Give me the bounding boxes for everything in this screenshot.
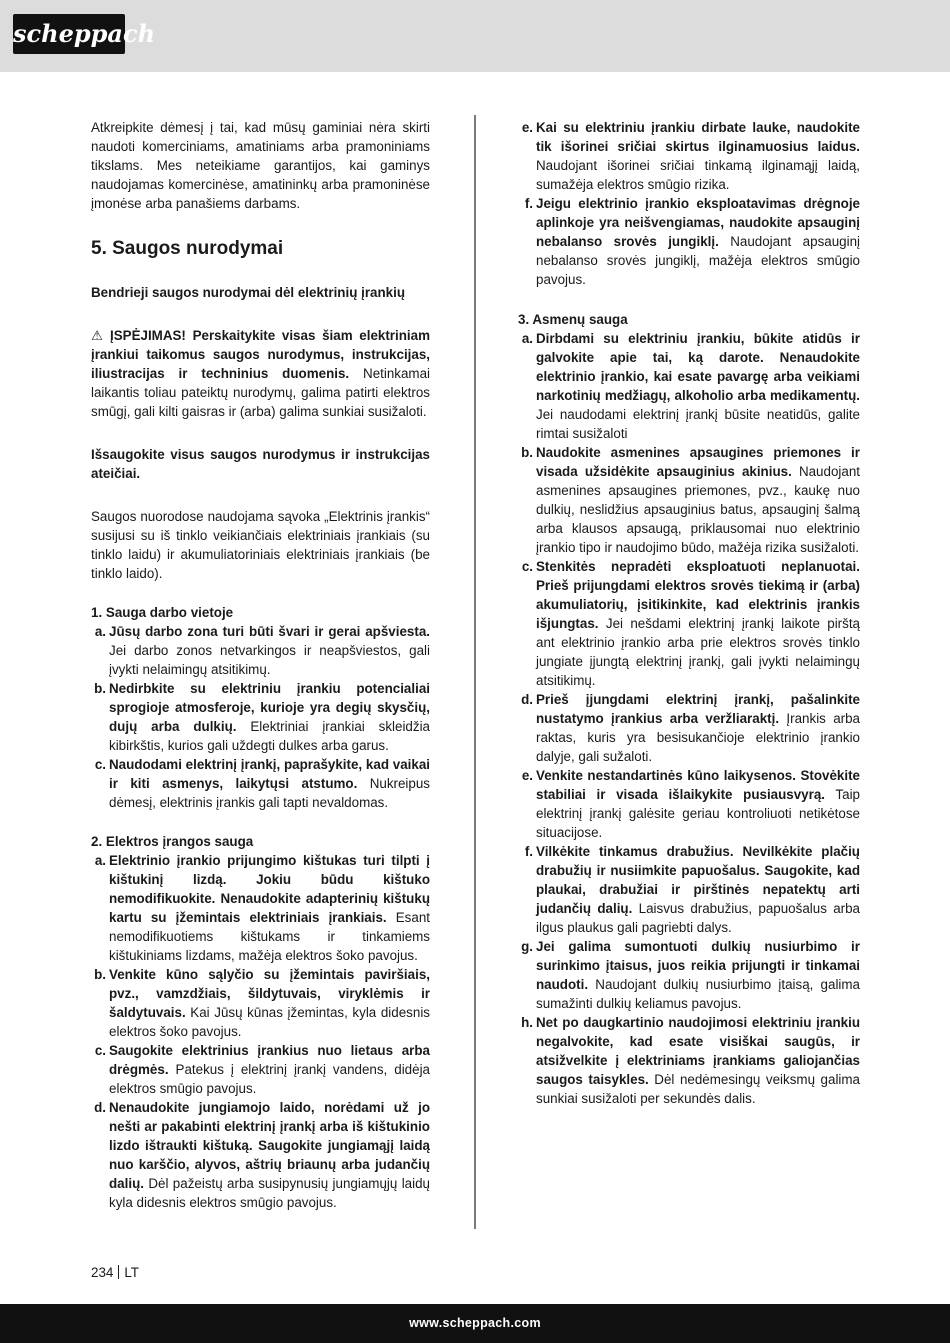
website-link[interactable]: www.scheppach.com [409,1316,541,1330]
item-normal: Naudojant dulkių nusiurbimo įtaisą, galima sumažinti dulkių keliamus pavojus. [536,977,860,1011]
item-text [536,690,860,766]
page-footer [91,1265,139,1280]
item-text [109,622,430,679]
item-letter: f. [524,196,533,211]
item-letter: b. [94,681,106,696]
item-text [536,766,860,842]
item-text [536,194,860,289]
item-letter: f. [524,844,533,859]
column-divider [474,115,476,1229]
item-bold: Saugokite elektrinius įrankius nuo lietaus arba drėgmės. [109,1043,430,1077]
section-title: 5. Saugos nurodymai [91,238,284,259]
item-text [536,118,860,194]
list-item [91,1098,430,1212]
item-bold: Stenkitės nepradėti eksploatuoti neplanuotai. Prieš prijungdami elektros srovės tiekimą ir (arba) akumuliatorių, įsitikinkite, kad elektrinis įrankis išjungtas. [536,559,860,631]
warning-bold: ĮSPĖJIMAS! Perskaitykite visas šiam elektriniam įrankiui taikomus saugos nurodymus, instrukcijas, iliustracijas ir techninius duomenis. [91,328,430,381]
list-item [91,965,430,1041]
item-bold: Prieš įjungdami elektrinį įrankį, pašalinkite nustatymo įrankius arba veržliaraktį. [536,692,860,726]
item-letter: a. [521,331,533,346]
item-bold: Net po daugkartinio naudojimosi elektriniu įrankiu negalvokite, kad esate visiškai saugūs, ir atsižvelkite į elektriniams įrankiams galiojančias saugos taisykles. [536,1015,860,1087]
item-normal: Kai Jūsų kūnas įžemintas, kyla didesnis elektros šoko pavojus. [109,1005,430,1039]
item-normal: Dėl nedėmesingų veiksmų galima sunkiai susižaloti per sekundės dalis. [536,1072,861,1106]
list-item [91,1041,430,1098]
item-letter: b. [521,445,533,460]
item-letter: c. [94,1043,106,1058]
item-bold: Nedirbkite su elektriniu įrankiu potencialiai sprogioje atmosferoje, kurioje yra degių skysčių, dujų arba dulkių. [109,681,430,734]
item-bold: Naudodami elektrinį įrankį, paprašykite, kad vaikai ir kiti asmenys, laikytųsi atstumo. [109,757,430,791]
s3-list [518,329,860,1108]
list-item [518,118,860,194]
s2-title: 2. Elektros įrangos sauga [91,834,254,849]
footer-separator [118,1265,119,1279]
list-item [518,766,860,842]
item-bold: Kai su elektriniu įrankiu dirbate lauke, naudokite tik išorinei sričiai skirtus ilginamuosius laidus. [536,120,860,154]
item-text [536,443,860,557]
page-number: 234 [91,1265,114,1280]
item-normal: Jei naudodami elektrinį įrankį būsite neatidūs, galite rimtai susižaloti [536,407,860,441]
list-item [518,937,860,1013]
list-item [91,755,430,812]
item-text [536,557,860,690]
s2-list-continued [518,118,860,289]
item-normal: Esant nemodifikuotiems kištukams ir tinkamiems kištukiniams lizdams, mažėja elektros šoko pavojus. [109,910,430,963]
item-text [109,679,430,755]
item-letter: a. [94,624,106,639]
item-letter: c. [94,757,106,772]
item-text [109,1098,430,1212]
warning-triangle-icon: ⚠ [91,328,106,343]
item-text [109,1041,430,1098]
item-letter: e. [521,768,533,783]
item-normal: Jei nešdami elektrinį įrankį laikote pirštą ant elektrinio įrankio arba prie elektros srovės tinklo jungiate įjungtą elektrinį įrankį, gali įvykti nelaimingų atsitikimų. [536,616,860,688]
s3-title: 3. Asmenų sauga [518,312,628,327]
item-text [109,755,430,812]
item-letter: d. [94,1100,106,1115]
item-letter: h. [521,1015,533,1030]
item-letter: a. [94,853,106,868]
item-bold: Venkite kūno sąlyčio su įžemintais paviršiais, pvz., vamzdžiais, šildytuvais, viryklėmis ir šaldytuvais. [109,967,430,1020]
list-item [518,842,860,937]
language-code: LT [124,1265,139,1280]
list-item [518,557,860,690]
item-bold: Elektrinio įrankio prijungimo kištukas turi tilpti į kištukinį lizdą. Jokiu būdu kištuko nemodifikuokite. Nenaudokite adapterinių kištukų kartu su įžemintais elektriniais įrankiais. [109,853,430,925]
list-item [91,622,430,679]
list-item [518,329,860,443]
item-normal: Nukreipus dėmesį, elektrinis įrankis gali tapti nevaldomas. [109,776,430,810]
item-normal: Naudojant apsauginį nebalanso srovės jungiklį, mažėja elektros smūgio pavojus. [536,234,860,287]
item-bold: Jeigu elektrinio įrankio eksploatavimas drėgnoje aplinkoje yra neišvengiamas, naudokite apsauginį nebalanso srovės jungiklį. [536,196,860,249]
brand-logo: scheppach [13,14,125,54]
warning-text: Netinkamai laikantis toliau pateiktų nurodymų, galima patirti elektros smūgį, gali kilti gaisras ir (arba) galima sunkiai susižaloti. [91,366,431,419]
item-normal: Laisvus drabužius, papuošalus arba ilgus plaukus gali pagriebti dalys. [536,901,860,935]
item-text [109,851,430,965]
list-item [518,690,860,766]
s1-title: 1. Sauga darbo vietoje [91,605,234,620]
right-column [518,118,860,1108]
left-column [91,118,430,1212]
item-bold: Naudokite asmenines apsaugines priemones ir visada užsidėkite apsauginius akinius. [536,445,860,479]
item-text [536,1013,860,1108]
item-bold: Dirbdami su elektriniu įrankiu, būkite atidūs ir galvokite apie tai, ką darote. Nenaudokite elektrinio įrankio, kai esate pavargę arba veikiami narkotinių medžiagų, alkoholio arba medikamentų. [536,331,860,403]
item-normal: Naudojant asmenines apsaugines priemones, pvz., kaukę nuo dulkių, neslidžius apsauginius batus, apsauginį šalmą arba klausos apsaugą, priklausomai nuo elektrinio įrankio tipo ir naudojimo būdo, mažėja rizika susižaloti. [536,464,860,555]
intro-paragraph: Atkreipkite dėmesį į tai, kad mūsų gaminiai nėra skirti naudoti komerciniams, amatiniams arba pramoniniams tikslams. Mes neteikiame garantijos, kai gaminys naudojamas komercinėse, amatininkų arba pramoninėse įmonėse arba panašiems darbams. [91,120,430,211]
item-bold: Jūsų darbo zona turi būti švari ir gerai apšviesta. [109,624,430,639]
item-letter: b. [94,967,106,982]
item-letter: g. [521,939,533,954]
item-normal: Taip elektrinį įrankį galėsite geriau kontroliuoti netikėtose situacijose. [536,787,860,840]
item-normal: Patekus į elektrinį įrankį vandens, didėja elektros smūgio pavojus. [109,1062,430,1096]
list-item [518,194,860,289]
item-bold: Vilkėkite tinkamus drabužius. Nevilkėkite plačių drabužių ir nusiimkite papuošalus. Saugokite, kad plaukai, drabužiai ir pirštinės nepatektų arti judančių dalių. [536,844,860,916]
item-letter: e. [521,120,533,135]
list-item [91,679,430,755]
item-bold: Venkite nestandartinės kūno laikysenos. Stovėkite stabiliai ir visada išlaikykite pusiausvyrą. [536,768,860,802]
item-bold: Nenaudokite jungiamojo laido, norėdami už jo nešti ar pakabinti elektrinį įrankį arba iš kištukinio lizdo ištraukti kištuką. Saugokite jungiamąjį laidą nuo karščio, alyvos, aštrių briaunų arba judančių dalių. [109,1100,430,1191]
item-normal: Jei darbo zonos netvarkingos ir neapšviestos, gali įvykti nelaimingų atsitikimų. [109,643,430,677]
s1-list [91,622,430,812]
item-bold: Jei galima sumontuoti dulkių nusiurbimo ir surinkimo įtaisus, juos reikia prijungti ir tinkamai naudoti. [536,939,860,992]
warning-paragraph [91,326,430,421]
keep-instructions: Išsaugokite visus saugos nurodymus ir instrukcijas ateičiai. [91,447,430,481]
item-letter: c. [521,559,533,574]
header-bar [0,0,950,72]
item-text [109,965,430,1041]
section-subtitle: Bendrieji saugos nurodymai dėl elektrinių įrankių [91,285,406,300]
list-item [91,851,430,965]
footer-bar [0,1304,950,1343]
item-text [536,937,860,1013]
item-normal: Įrankis arba raktas, kuris yra besisukančioje elektrinio įrankio dalyje, gali sužaloti. [536,711,861,764]
item-normal: Elektriniai įrankiai skleidžia kibirkštis, kurios gali uždegti dulkes arba garus. [109,719,430,753]
term-definition: Saugos nuorodose naudojama sąvoka „Elektrinis įrankis“ susijusi su iš tinklo veikiančiais elektriniais įrankiais (su tinklo laidu) ir akumuliatoriniais elektriniais įrankiais (be tinklo laido). [91,509,430,581]
s2-list [91,851,430,1212]
list-item [518,1013,860,1108]
item-normal: Naudojant išorinei sričiai tinkamą ilginamąjį laidą, sumažėja elektros smūgio rizika. [536,158,860,192]
item-normal: Dėl pažeistų arba susipynusių jungiamųjų laidų kyla didesnis elektros smūgio pavojus. [109,1176,430,1210]
item-letter: d. [521,692,533,707]
item-text [536,842,860,937]
item-text [536,329,860,443]
list-item [518,443,860,557]
